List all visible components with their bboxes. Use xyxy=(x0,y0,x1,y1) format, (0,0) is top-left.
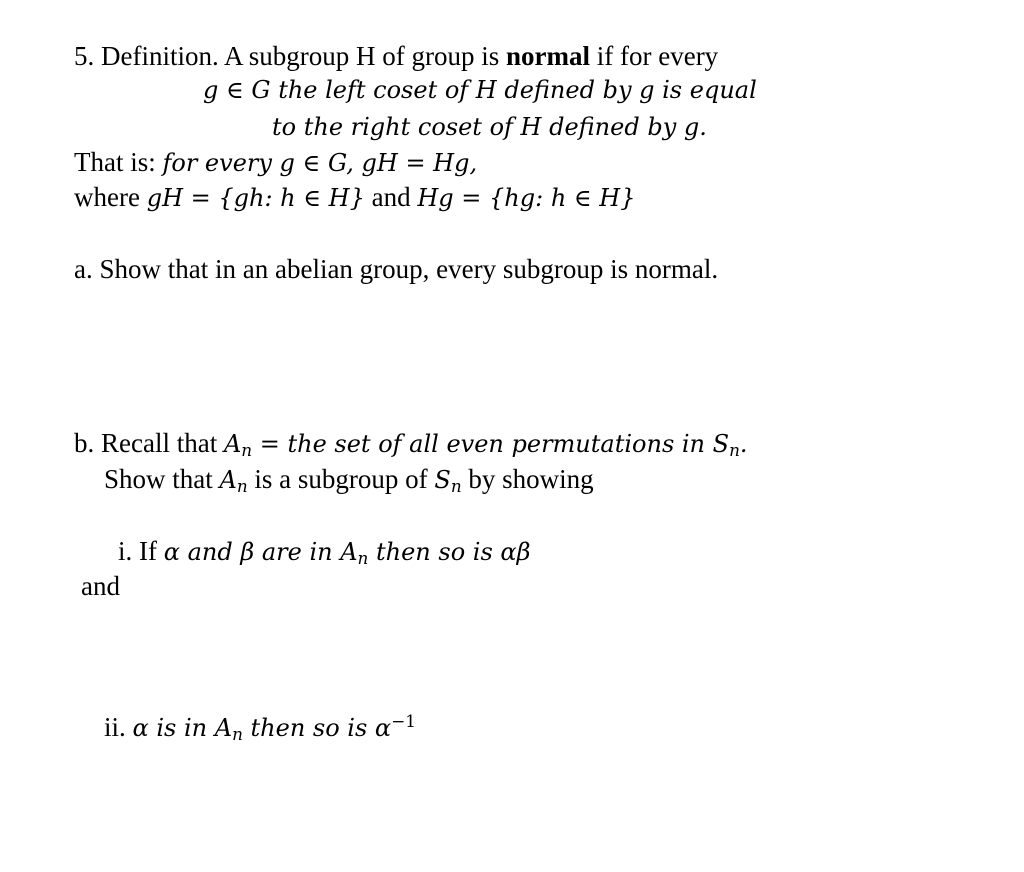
part-b-recall xyxy=(74,425,748,462)
that-is-math: for every g ∈ G, gH = Hg, xyxy=(162,149,478,177)
right-coset-set: Hg = {hg: h ∈ H} xyxy=(417,184,636,212)
that-is-label: That is: xyxy=(74,147,163,177)
show-A xyxy=(219,466,248,497)
ii-label: ii. xyxy=(104,712,133,742)
ii-math-end: then so is α xyxy=(242,714,392,742)
symbol-S: S xyxy=(434,466,451,494)
definition-heading-tail: if for every xyxy=(590,41,719,71)
recall-definition: = the set of all even permutations in S xyxy=(252,430,730,458)
i-math-start: α and β are in A xyxy=(163,538,358,566)
i-math xyxy=(163,538,531,569)
symbol-A: A xyxy=(223,430,242,458)
recall-math xyxy=(223,430,748,461)
ii-math xyxy=(132,710,416,745)
show-prefix: Show that xyxy=(104,464,220,494)
recall-period: . xyxy=(739,430,748,458)
subscript-n: n xyxy=(241,440,253,461)
ii-math-start: α is in A xyxy=(132,714,233,742)
definition-line-2: to the right coset of H defined by g. xyxy=(272,113,707,141)
show-mid: is a subgroup of xyxy=(247,464,435,494)
subscript-n: n xyxy=(232,724,243,745)
subscript-n: n xyxy=(450,476,462,497)
subscript-n: n xyxy=(236,476,248,497)
show-suffix: by showing xyxy=(461,464,594,494)
where-and: and xyxy=(364,182,418,212)
definition-heading xyxy=(74,38,718,74)
show-S xyxy=(434,466,462,497)
part-b-ii xyxy=(104,709,416,746)
subscript-n: n xyxy=(357,548,369,569)
part-b-show xyxy=(104,461,594,498)
inverse-exponent: −1 xyxy=(391,710,416,731)
subscript-n: n xyxy=(729,440,740,461)
i-math-end: then so is αβ xyxy=(368,538,531,566)
definition-keyword: normal xyxy=(506,41,590,71)
part-b-label: b. Recall that xyxy=(74,428,224,458)
part-a-text: a. Show that in an abelian group, every subgroup is normal. xyxy=(74,254,719,284)
where-label: where xyxy=(74,182,147,212)
left-coset-set: gH = {gh: h ∈ H} xyxy=(146,184,365,212)
symbol-A: A xyxy=(219,466,237,494)
part-b-i xyxy=(118,533,530,570)
definition-line-1: g ∈ G the left coset of H defined by g is equal xyxy=(203,76,757,104)
that-is-line xyxy=(74,144,477,181)
definition-heading-text: 5. Definition. A subgroup H of group is xyxy=(74,41,506,71)
where-line xyxy=(74,179,636,216)
and-text: and xyxy=(81,571,120,601)
i-label: i. If xyxy=(118,536,164,566)
